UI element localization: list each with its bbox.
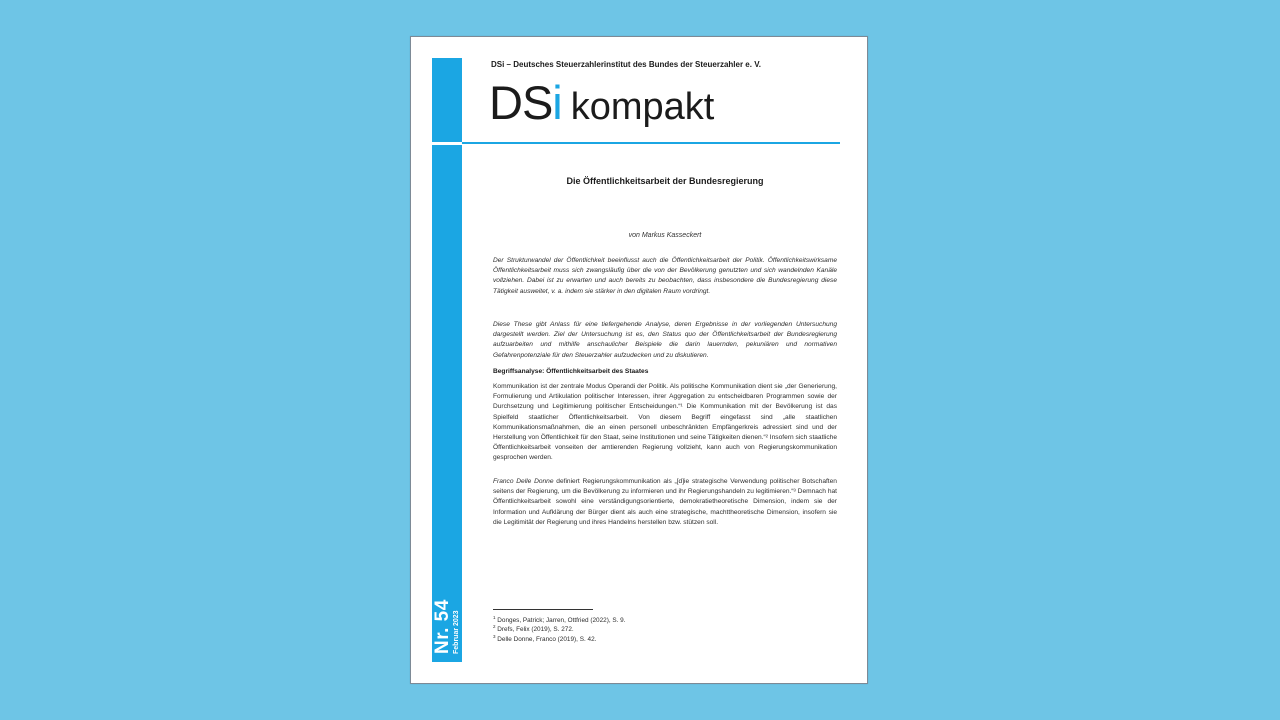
author-line: von Markus Kasseckert <box>628 232 702 239</box>
logo-ds: DS <box>489 76 553 129</box>
sidebar-divider <box>432 142 462 145</box>
document-title: Die Öffentlichkeitsarbeit der Bundesregierung <box>566 176 764 186</box>
document-page <box>410 36 868 684</box>
cited-author: Franco Delle Donne <box>493 478 554 485</box>
issue-number: Nr. 54 <box>432 599 453 654</box>
body-paragraph-2 <box>493 477 837 528</box>
footnote-divider <box>493 609 593 610</box>
logo-i: i <box>552 76 563 129</box>
footnotes <box>493 616 626 644</box>
footnote-item: $^3$ Delle Donne, Franco (2019), S. 42. <box>493 633 597 643</box>
issue-date: Februar 2023 <box>453 610 460 654</box>
footnote-item: $^2$ Drefs, Felix (2019), S. 272. <box>493 624 574 634</box>
header-rule <box>462 142 840 144</box>
issue-label <box>434 584 464 654</box>
abstract-paragraph-2: Diese These gibt Anlass für eine tiefergehende Analyse, deren Ergebnisse in der vorliegenden Untersuchung dargestellt werden. Ziel der Untersuchung ist es, den Status quo der Öffentlichkeitsarbeit der Bundesregierung aufzuarbeiten und mithilfe anschaulicher Beispiele die darin lauernden, pekuniären und normativen Gefahrenpotenziale für den Steuerzahler aufzudecken und zu diskutieren. <box>493 321 837 359</box>
publisher-name: DSi – Deutsches Steuerzahlerinstitut des Bundes der Steuerzahler e. V. <box>491 60 762 69</box>
logo-kompakt: kompakt <box>570 86 715 128</box>
sidebar-accent-bar <box>432 58 462 662</box>
body-paragraph-1: Kommunikation ist der zentrale Modus Operandi der Politik. Als politische Kommunikation dient sie „der Generierung, Formulierung und Artikulation politischer Interessen, ihrer Aggregation zu entscheidbaren Programmen sowie der Durchsetzung und Legitimierung politischer Entscheidungen.“¹ Die Kommunikation mit der Bevölkerung ist das Spielfeld staatlicher Öffentlichkeitsarbeit. Von diesem Begriff eingefasst sind „alle staatlichen Kommunikationsmaßnahmen, die an einen personell unbeschränkten Empfängerkreis adressiert sind und der Herstellung von Öffentlichkeit für den Staat, seine Institutionen und seine Tätigkeiten dienen.“² Insofern sich staatliche Öffentlichkeitsarbeit vonseiten der amtierenden Regierung vollzieht, kann auch von Regierungskommunikation gesprochen werden. <box>493 383 837 462</box>
dsi-kompakt-logo <box>489 76 715 129</box>
abstract-paragraph-1: Der Strukturwandel der Öffentlichkeit beeinflusst auch die Öffentlichkeitsarbeit der Politik. Öffentlichkeitswirksame Öffentlichkeitsarbeit muss sich zwangsläufig über die von der Bevölkerung genutzten und sich wandelnden Kanäle vollziehen. Dabei ist zu erwarten und auch bereits zu beobachten, dass insbesondere die Bundesregierung diese Tätigkeit ausweitet, v. a. indem sie stärker in den digitalen Raum vordringt. <box>493 257 837 295</box>
footnote-item: $^1$ Donges, Patrick; Jarren, Ottfried (2022), S. 9. <box>493 614 626 624</box>
section-heading: Begriffsanalyse: Öffentlichkeitsarbeit des Staates <box>493 368 649 375</box>
body-paragraph-2-text: definiert Regierungskommunikation als „[d]ie strategische Verwendung politischer Botschaften seitens der Regierung, um die Bevölkerung zu informieren und ihr Regierungshandeln zu legitimieren.“³ Demnach hat Öffentlichkeitsarbeit sowohl eine verständigungsorientierte, demokratietheoretische Dimension, indem sie der Information und Aufklärung der Bürger dient als auch eine strategische, machttheoretische Dimension, insofern sie die Legitimität der Regierung und ihres Handelns herstellen bzw. stützen soll. <box>493 478 837 526</box>
